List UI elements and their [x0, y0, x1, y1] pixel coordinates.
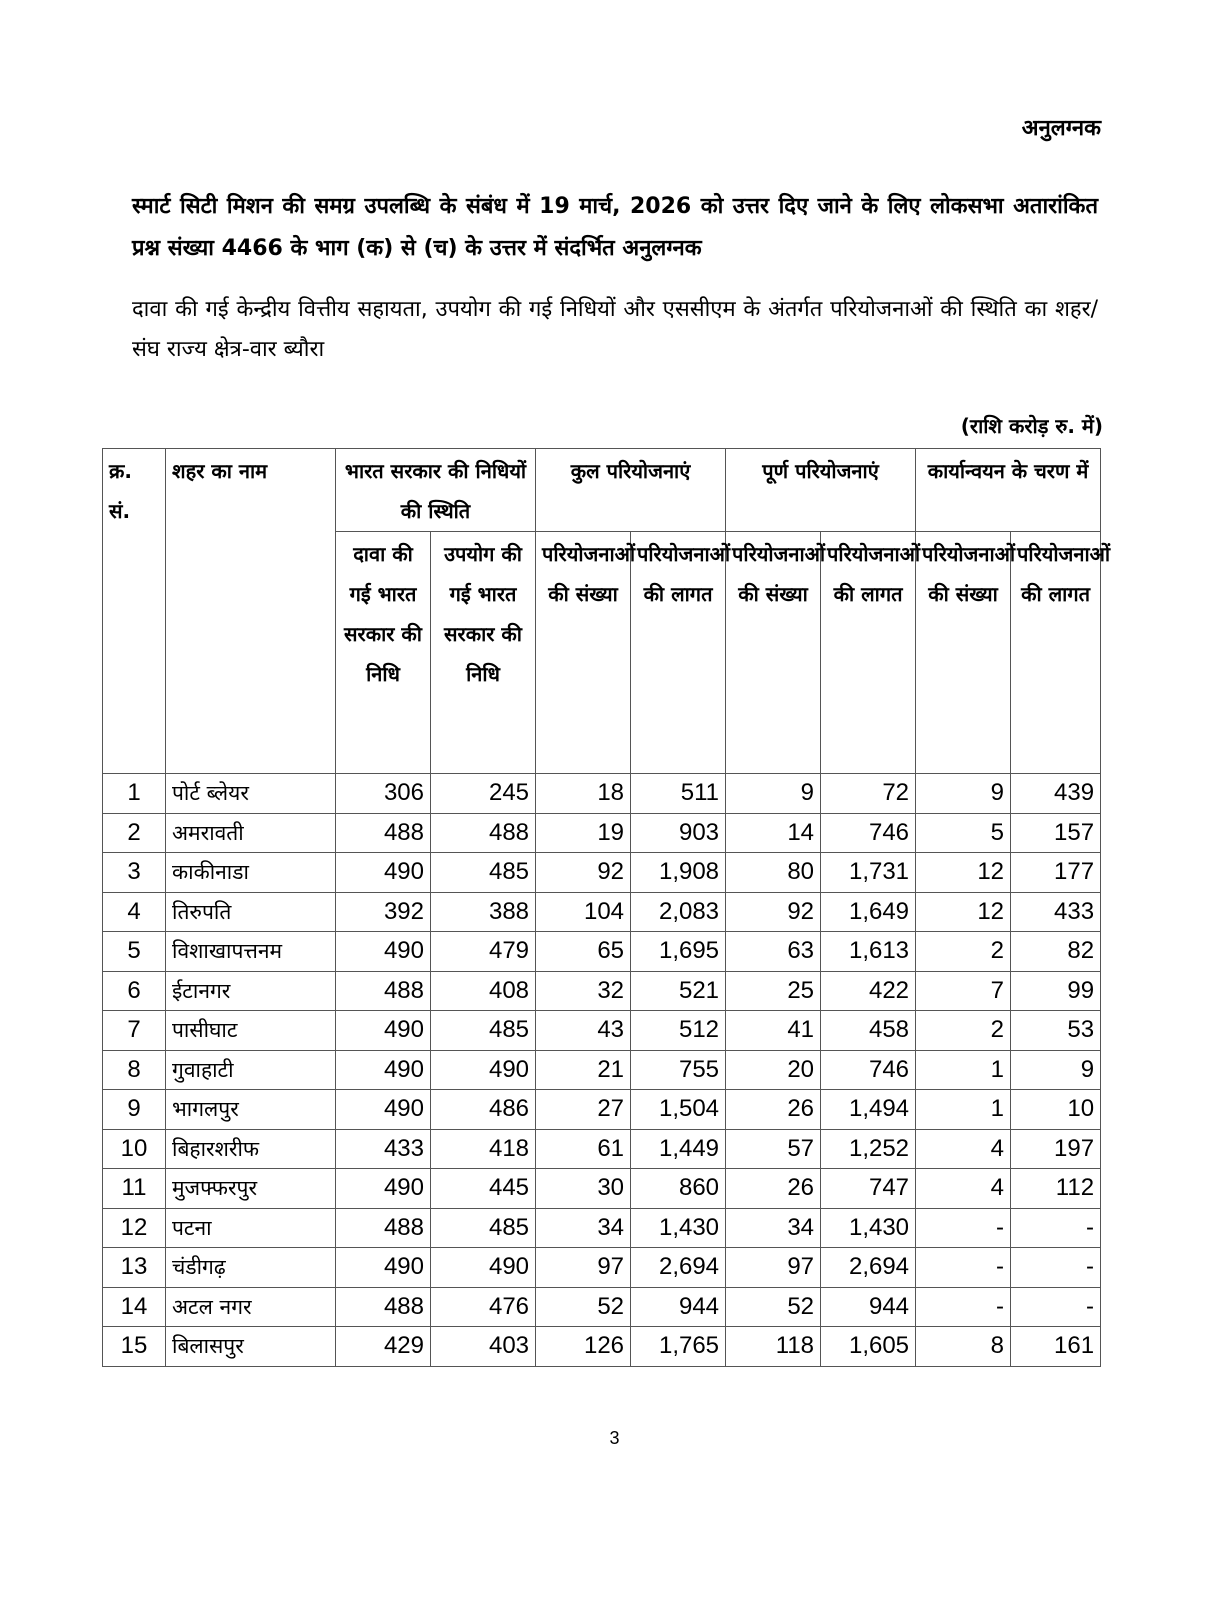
ongoing-cost-cell: 177 [1011, 853, 1101, 893]
ongoing-cost-cell: - [1011, 1208, 1101, 1248]
subheader-utilized-funds: उपयोग की गई भारत सरकार की निधि [431, 532, 536, 774]
total-count-cell: 32 [536, 971, 631, 1011]
ongoing-cost-cell: 99 [1011, 971, 1101, 1011]
document-title: स्मार्ट सिटी मिशन की समग्र उपलब्धि के संबंध में 19 मार्च, 2026 को उत्तर दिए जाने के लिए लोकसभा अतारांकित प्रश्न संख्या 4466 के भाग (क) से (च) के उत्तर में संदर्भित अनुलग्नक [132, 194, 1098, 261]
subheader-completed-cost: परियोजनाओं की लागत [821, 532, 916, 774]
header-city: शहर का नाम [166, 449, 336, 774]
total-count-cell: 52 [536, 1287, 631, 1327]
document-subtitle: दावा की गई केन्द्रीय वित्तीय सहायता, उपयोग की गई निधियों और एससीएम के अंतर्गत परियोजनाओं की स्थिति का शहर/संघ राज्य क्षेत्र-वार ब्यौरा [132, 297, 1098, 362]
table-row [103, 1129, 1101, 1169]
table-row [103, 1287, 1101, 1327]
ongoing-cost-cell: 10 [1011, 1090, 1101, 1130]
ongoing-cost-cell: 157 [1011, 813, 1101, 853]
header-total-projects: कुल परियोजनाएं [536, 449, 726, 532]
subheader-total-count: परियोजनाओं की संख्या [536, 532, 631, 774]
city-name-cell: बिहारशरीफ [166, 1129, 336, 1169]
completed-count-cell: 57 [726, 1129, 821, 1169]
total-count-cell: 21 [536, 1050, 631, 1090]
total-cost-cell: 1,765 [631, 1327, 726, 1367]
total-cost-cell: 521 [631, 971, 726, 1011]
serial-number-cell: 7 [103, 1011, 166, 1051]
utilized-funds-cell: 408 [431, 971, 536, 1011]
utilized-funds-cell: 490 [431, 1050, 536, 1090]
table-row [103, 1011, 1101, 1051]
city-name-cell: ईटानगर [166, 971, 336, 1011]
serial-number-cell: 15 [103, 1327, 166, 1367]
total-count-cell: 18 [536, 774, 631, 814]
serial-number-cell: 14 [103, 1287, 166, 1327]
completed-cost-cell: 1,605 [821, 1327, 916, 1367]
ongoing-cost-cell: 9 [1011, 1050, 1101, 1090]
header-serial: क्र. सं. [103, 449, 166, 774]
ongoing-count-cell: 12 [916, 853, 1011, 893]
completed-cost-cell: 422 [821, 971, 916, 1011]
completed-count-cell: 26 [726, 1090, 821, 1130]
utilized-funds-cell: 479 [431, 932, 536, 972]
table-row [103, 853, 1101, 893]
table-body [103, 774, 1101, 1367]
completed-cost-cell: 1,430 [821, 1208, 916, 1248]
total-cost-cell: 860 [631, 1169, 726, 1209]
ongoing-count-cell: 1 [916, 1090, 1011, 1130]
city-name-cell: बिलासपुर [166, 1327, 336, 1367]
ongoing-count-cell: 5 [916, 813, 1011, 853]
ongoing-count-cell: 9 [916, 774, 1011, 814]
completed-cost-cell: 72 [821, 774, 916, 814]
claimed-funds-cell: 490 [336, 1050, 431, 1090]
total-cost-cell: 1,430 [631, 1208, 726, 1248]
ongoing-count-cell: 4 [916, 1129, 1011, 1169]
completed-count-cell: 52 [726, 1287, 821, 1327]
total-cost-cell: 1,449 [631, 1129, 726, 1169]
ongoing-cost-cell: 82 [1011, 932, 1101, 972]
city-name-cell: भागलपुर [166, 1090, 336, 1130]
completed-cost-cell: 2,694 [821, 1248, 916, 1288]
completed-cost-cell: 1,252 [821, 1129, 916, 1169]
claimed-funds-cell: 306 [336, 774, 431, 814]
serial-number-cell: 2 [103, 813, 166, 853]
total-cost-cell: 2,083 [631, 892, 726, 932]
claimed-funds-cell: 490 [336, 853, 431, 893]
city-name-cell: विशाखापत्तनम [166, 932, 336, 972]
serial-number-cell: 6 [103, 971, 166, 1011]
total-count-cell: 61 [536, 1129, 631, 1169]
serial-number-cell: 10 [103, 1129, 166, 1169]
completed-count-cell: 9 [726, 774, 821, 814]
completed-count-cell: 41 [726, 1011, 821, 1051]
utilized-funds-cell: 490 [431, 1248, 536, 1288]
completed-cost-cell: 746 [821, 813, 916, 853]
completed-cost-cell: 458 [821, 1011, 916, 1051]
utilized-funds-cell: 488 [431, 813, 536, 853]
completed-count-cell: 92 [726, 892, 821, 932]
subheader-ongoing-count: परियोजनाओं की संख्या [916, 532, 1011, 774]
completed-cost-cell: 1,613 [821, 932, 916, 972]
serial-number-cell: 5 [103, 932, 166, 972]
subheader-total-cost: परियोजनाओं की लागत [631, 532, 726, 774]
table-row [103, 971, 1101, 1011]
total-count-cell: 27 [536, 1090, 631, 1130]
ongoing-count-cell: - [916, 1287, 1011, 1327]
table-row [103, 1327, 1101, 1367]
completed-count-cell: 118 [726, 1327, 821, 1367]
ongoing-cost-cell: 439 [1011, 774, 1101, 814]
completed-cost-cell: 1,494 [821, 1090, 916, 1130]
table-row [103, 1050, 1101, 1090]
ongoing-cost-cell: - [1011, 1287, 1101, 1327]
completed-count-cell: 34 [726, 1208, 821, 1248]
completed-count-cell: 20 [726, 1050, 821, 1090]
utilized-funds-cell: 445 [431, 1169, 536, 1209]
serial-number-cell: 11 [103, 1169, 166, 1209]
table-row [103, 1248, 1101, 1288]
claimed-funds-cell: 433 [336, 1129, 431, 1169]
page-number: 3 [609, 1428, 620, 1448]
header-completed-projects: पूर्ण परियोजनाएं [726, 449, 916, 532]
city-name-cell: तिरुपति [166, 892, 336, 932]
total-count-cell: 43 [536, 1011, 631, 1051]
total-cost-cell: 755 [631, 1050, 726, 1090]
total-cost-cell: 944 [631, 1287, 726, 1327]
serial-number-cell: 3 [103, 853, 166, 893]
table-row [103, 1090, 1101, 1130]
claimed-funds-cell: 490 [336, 932, 431, 972]
ongoing-count-cell: 2 [916, 932, 1011, 972]
claimed-funds-cell: 488 [336, 813, 431, 853]
claimed-funds-cell: 490 [336, 1090, 431, 1130]
ongoing-count-cell: 4 [916, 1169, 1011, 1209]
city-name-cell: अमरावती [166, 813, 336, 853]
completed-count-cell: 26 [726, 1169, 821, 1209]
city-name-cell: गुवाहाटी [166, 1050, 336, 1090]
serial-number-cell: 9 [103, 1090, 166, 1130]
unit-note: (राशि करोड़ रु. में) [960, 414, 1103, 438]
subheader-claimed-funds: दावा की गई भारत सरकार की निधि [336, 532, 431, 774]
total-cost-cell: 1,695 [631, 932, 726, 972]
claimed-funds-cell: 392 [336, 892, 431, 932]
completed-cost-cell: 1,649 [821, 892, 916, 932]
serial-number-cell: 1 [103, 774, 166, 814]
ongoing-cost-cell: 112 [1011, 1169, 1101, 1209]
serial-number-cell: 12 [103, 1208, 166, 1248]
total-count-cell: 19 [536, 813, 631, 853]
ongoing-count-cell: 1 [916, 1050, 1011, 1090]
completed-cost-cell: 1,731 [821, 853, 916, 893]
city-name-cell: चंडीगढ़ [166, 1248, 336, 1288]
utilized-funds-cell: 485 [431, 1208, 536, 1248]
total-count-cell: 65 [536, 932, 631, 972]
subheader-completed-count: परियोजनाओं की संख्या [726, 532, 821, 774]
ongoing-cost-cell: 161 [1011, 1327, 1101, 1367]
total-count-cell: 97 [536, 1248, 631, 1288]
claimed-funds-cell: 490 [336, 1248, 431, 1288]
table-row [103, 1169, 1101, 1209]
city-name-cell: अटल नगर [166, 1287, 336, 1327]
city-name-cell: मुजफ्फरपुर [166, 1169, 336, 1209]
total-count-cell: 34 [536, 1208, 631, 1248]
city-name-cell: पासीघाट [166, 1011, 336, 1051]
completed-count-cell: 25 [726, 971, 821, 1011]
table-row [103, 774, 1101, 814]
ongoing-count-cell: 8 [916, 1327, 1011, 1367]
header-group-row [103, 449, 1101, 532]
claimed-funds-cell: 490 [336, 1169, 431, 1209]
ongoing-count-cell: - [916, 1208, 1011, 1248]
utilized-funds-cell: 245 [431, 774, 536, 814]
total-cost-cell: 511 [631, 774, 726, 814]
utilized-funds-cell: 486 [431, 1090, 536, 1130]
ongoing-count-cell: 12 [916, 892, 1011, 932]
total-count-cell: 126 [536, 1327, 631, 1367]
annex-label: अनुलग्नक [1021, 116, 1101, 141]
claimed-funds-cell: 490 [336, 1011, 431, 1051]
claimed-funds-cell: 488 [336, 971, 431, 1011]
table-row [103, 932, 1101, 972]
utilized-funds-cell: 485 [431, 853, 536, 893]
completed-cost-cell: 746 [821, 1050, 916, 1090]
utilized-funds-cell: 418 [431, 1129, 536, 1169]
total-cost-cell: 2,694 [631, 1248, 726, 1288]
total-count-cell: 30 [536, 1169, 631, 1209]
utilized-funds-cell: 403 [431, 1327, 536, 1367]
serial-number-cell: 4 [103, 892, 166, 932]
claimed-funds-cell: 488 [336, 1287, 431, 1327]
claimed-funds-cell: 429 [336, 1327, 431, 1367]
completed-count-cell: 63 [726, 932, 821, 972]
claimed-funds-cell: 488 [336, 1208, 431, 1248]
ongoing-cost-cell: 53 [1011, 1011, 1101, 1051]
ongoing-count-cell: 7 [916, 971, 1011, 1011]
ongoing-cost-cell: - [1011, 1248, 1101, 1288]
city-name-cell: पोर्ट ब्लेयर [166, 774, 336, 814]
ongoing-count-cell: - [916, 1248, 1011, 1288]
serial-number-cell: 8 [103, 1050, 166, 1090]
total-cost-cell: 1,908 [631, 853, 726, 893]
total-cost-cell: 512 [631, 1011, 726, 1051]
total-count-cell: 92 [536, 853, 631, 893]
header-under-implementation: कार्यान्वयन के चरण में [916, 449, 1101, 532]
table-header [103, 449, 1111, 774]
city-name-cell: काकीनाडा [166, 853, 336, 893]
completed-count-cell: 14 [726, 813, 821, 853]
table-row [103, 813, 1101, 853]
ongoing-count-cell: 2 [916, 1011, 1011, 1051]
header-gov-funds: भारत सरकार की निधियों की स्थिति [336, 449, 536, 532]
table-row [103, 892, 1101, 932]
smart-city-data-table [102, 448, 1111, 1367]
utilized-funds-cell: 476 [431, 1287, 536, 1327]
completed-cost-cell: 747 [821, 1169, 916, 1209]
city-name-cell: पटना [166, 1208, 336, 1248]
utilized-funds-cell: 485 [431, 1011, 536, 1051]
total-cost-cell: 903 [631, 813, 726, 853]
table-row [103, 1208, 1101, 1248]
serial-number-cell: 13 [103, 1248, 166, 1288]
completed-count-cell: 80 [726, 853, 821, 893]
total-count-cell: 104 [536, 892, 631, 932]
ongoing-cost-cell: 197 [1011, 1129, 1101, 1169]
completed-cost-cell: 944 [821, 1287, 916, 1327]
total-cost-cell: 1,504 [631, 1090, 726, 1130]
completed-count-cell: 97 [726, 1248, 821, 1288]
subheader-ongoing-cost: परियोजनाओं की लागत [1011, 532, 1101, 774]
utilized-funds-cell: 388 [431, 892, 536, 932]
ongoing-cost-cell: 433 [1011, 892, 1101, 932]
